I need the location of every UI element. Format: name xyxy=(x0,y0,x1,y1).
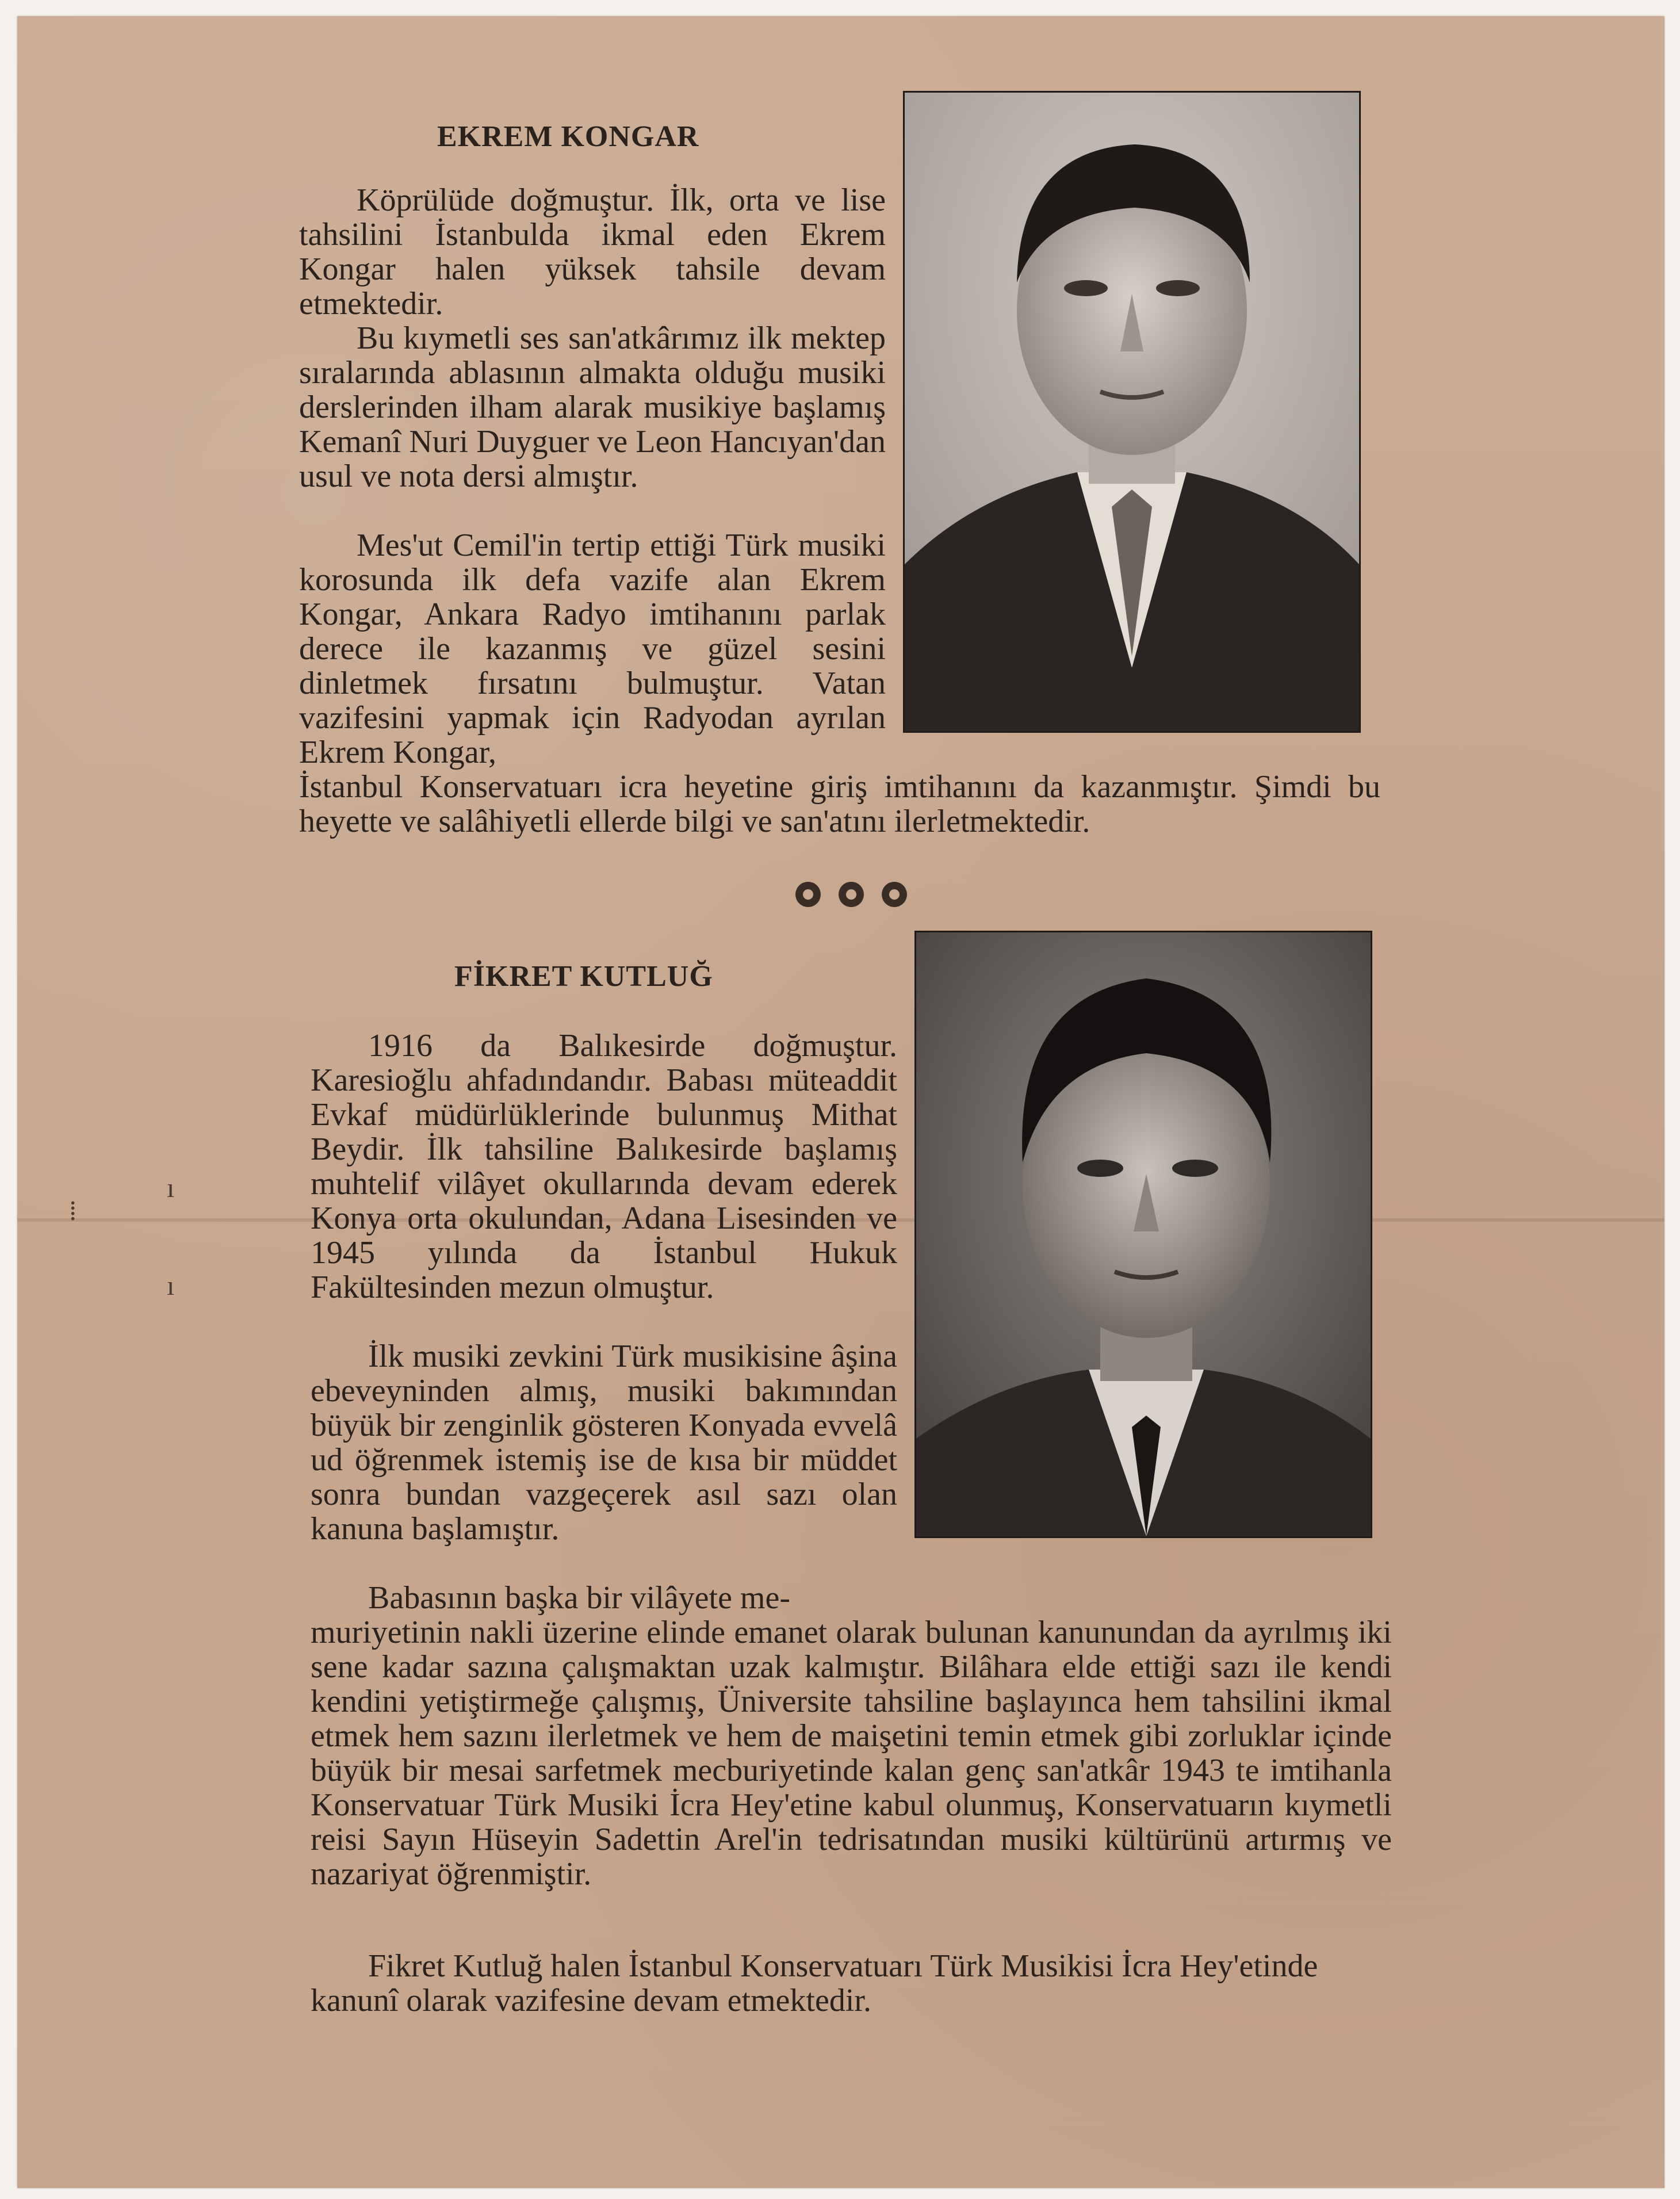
newspaper-page xyxy=(17,16,1664,2188)
floral-ornament-icon xyxy=(788,874,914,915)
article2-paragraph-5: Fikret Kutluğ halen İstanbul Konservatuarı Türk Musikisi İcra Hey'etinde kanunî olarak vazifesine devam etmektedir. xyxy=(311,1948,1318,2018)
portrait-1-image xyxy=(905,93,1359,731)
margin-print-mark: ⁞ xyxy=(69,1196,77,1226)
article2-title: FİKRET KUTLUĞ xyxy=(454,960,713,993)
margin-print-mark: ı xyxy=(167,1173,175,1203)
article1-paragraph-4: İstanbul Konservatuarı icra heyetine giriş imtihanını da kazanmıştır. Şimdi bu heyette ve salâhiyetli ellerde bilgi ve san'atını ilerletmektedir. xyxy=(299,769,1380,839)
portrait-photo-ekrem-kongar xyxy=(903,91,1361,733)
portrait-2-image xyxy=(916,932,1371,1536)
article2-paragraph-1: 1916 da Balıkesirde doğmuştur. Karesioğlu ahfadındandır. Babası müteaddit Evkaf müdürlüklerinde bulunmuş Mithat Beydir. İlk tahsiline Balıkesirde başlamış muhtelif vilâyet okullarında devam ederek Konya orta okulundan, Adana Lisesinden ve 1945 yılında da İstanbul Hukuk Fakültesinden mezun olmuştur. xyxy=(311,1028,897,1305)
article2-paragraph-3: Babasının başka bir vilâyete me- xyxy=(368,1580,790,1616)
article1-paragraph-3: Mes'ut Cemil'in tertip ettiği Türk musiki korosunda ilk defa vazife alan Ekrem Kongar, Ankara Radyo imtihanını parlak derece ile kazanmış ve güzel sesini dinletmek fırsatını bulmuştur. Vatan vazifesini yapmak için Radyodan ayrılan Ekrem Kongar, xyxy=(299,527,886,770)
margin-print-mark: ı xyxy=(167,1271,175,1301)
article1-title: EKREM KONGAR xyxy=(437,120,699,153)
article2-paragraph-2: İlk musiki zevkini Türk musikisine âşina ebeveyninden almış, musiki bakımından büyük bir zenginlik gösteren Konyada evvelâ ud öğrenmek istemiş ise de kısa bir müddet sonra bundan vazgeçerek asıl sazı olan kanuna başlamıştır. xyxy=(311,1338,897,1547)
article2-paragraph-4: muriyetinin nakli üzerine elinde emanet olarak bulunan kanunundan da ayrılmış iki sene kadar sazına çalışmaktan uzak kalmıştır. Bilâhara elde ettiği sazı ile kendi kendini yetiştirmeğe çalışmış, Üniversite tahsiline başlayınca hem tahsilini ikmal etmek hem sazını ilerletmek ve hem de maişetini temin etmek gibi zorluklar içinde büyük bir mesai sarfetmek mecburiyetinde kalan genç san'atkâr 1943 te imtihanla Konservatuar Türk Musiki İcra Hey'etine kabul olunmuş, Konservatuarın kıymetli reisi Sayın Hüseyin Sadettin Arel'in tedrisatından musiki kültürünü artırmış ve nazariyat öğrenmiştir. xyxy=(311,1615,1392,1892)
article1-paragraph-1: Köprülüde doğmuştur. İlk, orta ve lise tahsilini İstanbulda ikmal eden Ekrem Kongar halen yüksek tahsile devam etmektedir. xyxy=(299,182,886,322)
article1-paragraph-2: Bu kıymetli ses san'atkârımız ilk mektep sıralarında ablasının almakta olduğu musiki derslerinden ilham alarak musikiye başlamış Kemanî Nuri Duyguer ve Leon Hancıyan'dan usul ve nota dersi almıştır. xyxy=(299,320,886,494)
portrait-photo-fikret-kutlug xyxy=(914,931,1372,1538)
